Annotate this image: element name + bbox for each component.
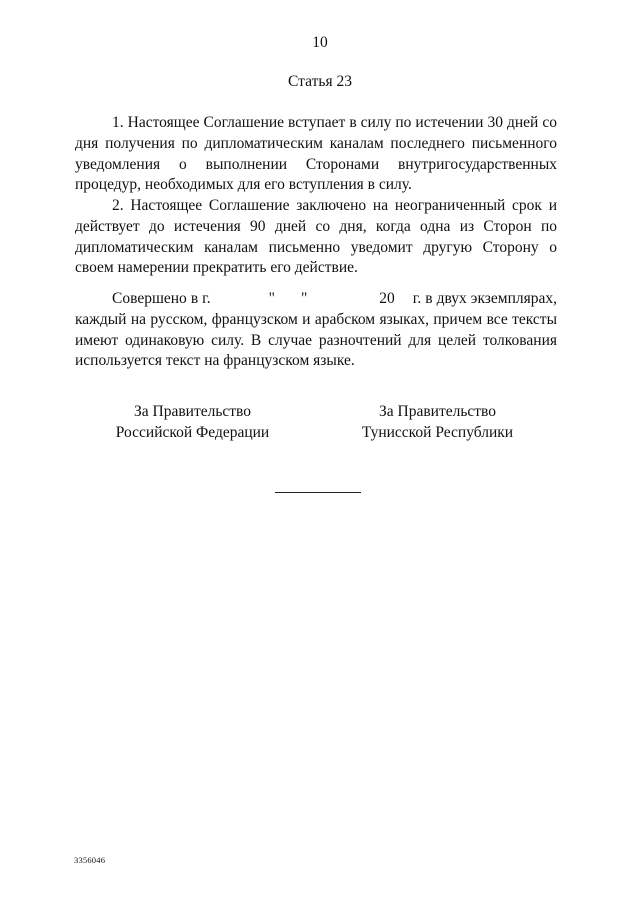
end-divider-line: [275, 492, 361, 493]
paragraph-done-at: [75, 289, 557, 372]
signature-label: За Правительство: [378, 403, 497, 420]
signature-block-tunisia: [345, 402, 530, 444]
paragraph-duration: 2. Настоящее Соглашение заключено на неограниченный срок и действует до истечения 90 дней со дня, когда одна из Сторон по дипломатическим каналам письменно уведомит другую Сторону о своем намерении прекратить его действие.: [75, 197, 557, 277]
signature-party: Тунисской Республики: [361, 423, 514, 441]
languages-text: г. в двух экземплярах, каждый на русском, французском и арабском языках, причем все тексты имеют одинаковую силу. В случае разночтений для целей толкования используется текст на французском языке.: [75, 290, 558, 370]
date-quote-open: ": [268, 290, 275, 307]
paragraph-entry-into-force: 1. Настоящее Соглашение вступает в силу по истечении 30 дней со дня получения по дипломатическим каналам последнего письменного уведомления о выполнении Сторонами внутригосударственных процедур, необходимых для его вступления в силу.: [75, 114, 557, 194]
signature-block-russia: [100, 402, 285, 444]
document-code: 3356046: [74, 855, 106, 865]
date-quote-close: ": [300, 290, 308, 307]
signature-label: За Правительство: [133, 403, 252, 420]
page-number: 10: [312, 34, 328, 51]
signature-party: Российской Федерации: [115, 423, 270, 441]
year-prefix: 20: [379, 290, 395, 307]
article-title: Статья 23: [288, 73, 352, 90]
done-at-label: Совершено в г.: [112, 290, 211, 307]
